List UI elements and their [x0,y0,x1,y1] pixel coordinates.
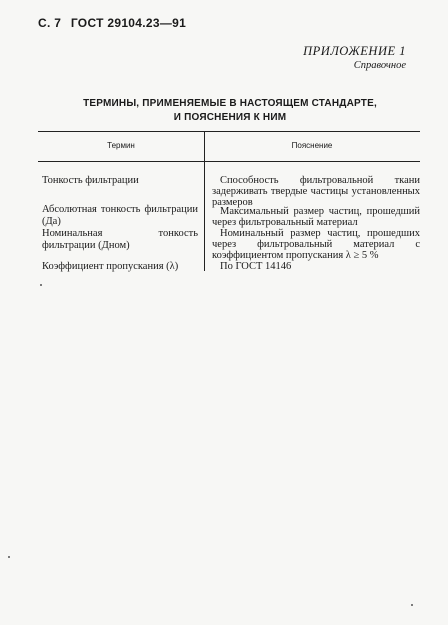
appendix-block [303,44,406,71]
table-row-term: Коэффициент пропускания (λ) [42,261,179,272]
table-column-separator [204,131,205,271]
table-header-rule [38,161,420,162]
document-title [40,97,420,125]
scan-speck [40,284,42,286]
title-line-2: И ПОЯСНЕНИЯ К НИМ [173,112,287,123]
table-row-explanation: Номинальный размер частиц, прошедших через фильтровальный материал с коэффициентом пропускания λ ≥ 5 % [212,228,420,261]
appendix-sublabel: Справочное [353,60,406,71]
table-row-explanation: Максимальный размер частиц, прошедший через фильтровальный материал [212,206,420,228]
column-header-term: Термин [107,141,135,150]
appendix-label: ПРИЛОЖЕНИЕ 1 [303,44,406,58]
table-row-term: Тонкость фильтрации [42,175,139,186]
scan-speck [411,604,413,606]
table-top-rule [38,131,420,132]
standard-number: ГОСТ 29104.23—91 [70,16,187,30]
table-row-term: Абсолютная тонкость фильтрации (Дa) [42,204,198,227]
column-header-explanation: Пояснение [291,141,333,150]
title-line-1: ТЕРМИНЫ, ПРИМЕНЯЕМЫЕ В НАСТОЯЩЕМ СТАНДАРТЕ, [83,98,377,109]
scan-speck [8,556,10,558]
table-row-explanation: По ГОСТ 14146 [220,261,292,272]
page-number: С. 7 [38,16,62,30]
table-row-term: Номинальная тонкость фильтрации (Дном) [42,228,198,251]
table-row-explanation: Способность фильтровальной ткани задерживать твердые частицы установленных размеров [212,175,420,208]
page-header [38,16,192,30]
